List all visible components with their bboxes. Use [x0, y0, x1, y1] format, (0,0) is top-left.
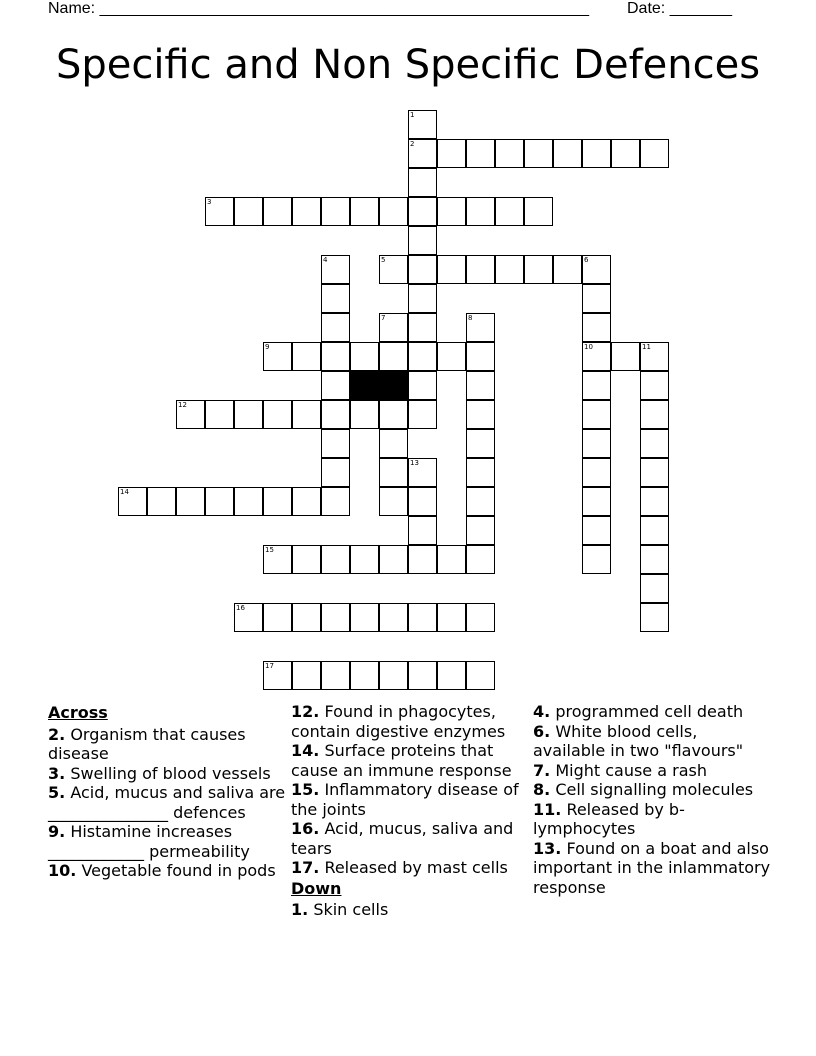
- clue-item: [48, 764, 286, 784]
- grid-cell[interactable]: [234, 487, 263, 516]
- grid-cell[interactable]: [321, 545, 350, 574]
- clue-item: [533, 800, 773, 839]
- grid-cell[interactable]: [408, 139, 437, 168]
- grid-cell[interactable]: [379, 429, 408, 458]
- grid-cell[interactable]: [263, 400, 292, 429]
- grid-cell[interactable]: [205, 400, 234, 429]
- grid-cell[interactable]: [118, 487, 147, 516]
- clue-text: White blood cells, available in two "flavours": [533, 721, 744, 760]
- grid-cell[interactable]: [466, 603, 495, 632]
- grid-cell[interactable]: [582, 487, 611, 516]
- grid-cell[interactable]: [321, 342, 350, 371]
- grid-cell[interactable]: [408, 110, 437, 139]
- grid-cell[interactable]: [292, 197, 321, 226]
- grid-cell[interactable]: [640, 342, 669, 371]
- grid-cell[interactable]: [582, 429, 611, 458]
- grid-cell[interactable]: [466, 400, 495, 429]
- grid-cell[interactable]: [466, 516, 495, 545]
- clue-number-label: 5.: [48, 783, 66, 802]
- grid-cell[interactable]: [321, 487, 350, 516]
- grid-cell[interactable]: [437, 139, 466, 168]
- grid-cell[interactable]: [437, 545, 466, 574]
- clue-item: [533, 761, 773, 781]
- clue-text: Released by b-lymphocytes: [533, 799, 685, 838]
- grid-cell[interactable]: [321, 255, 350, 284]
- grid-cell[interactable]: [640, 516, 669, 545]
- clue-text: Swelling of blood vessels: [70, 763, 271, 783]
- grid-cell[interactable]: [582, 284, 611, 313]
- clue-number: 4: [323, 256, 328, 264]
- clue-number: 5: [381, 256, 386, 264]
- grid-cell[interactable]: [379, 545, 408, 574]
- clue-text: Acid, mucus and saliva are _______________ defences: [48, 783, 286, 822]
- grid-cell[interactable]: [321, 371, 350, 400]
- clue-text: Organism that causes disease: [48, 724, 246, 763]
- grid-cell[interactable]: [611, 139, 640, 168]
- grid-cell[interactable]: [350, 661, 379, 690]
- clue-item: [291, 858, 529, 878]
- grid-cell[interactable]: [408, 284, 437, 313]
- clue-text: Acid, mucus, saliva and tears: [291, 819, 514, 858]
- clue-number: 6: [584, 256, 589, 264]
- black-cell: [379, 371, 408, 400]
- clue-number-label: 6.: [533, 721, 551, 741]
- grid-cell[interactable]: [176, 400, 205, 429]
- clue-item: [48, 725, 286, 764]
- grid-cell[interactable]: [379, 313, 408, 342]
- clue-number: 16: [236, 604, 245, 612]
- grid-cell[interactable]: [524, 139, 553, 168]
- grid-cell[interactable]: [640, 371, 669, 400]
- grid-cell[interactable]: [408, 197, 437, 226]
- grid-cell[interactable]: [466, 255, 495, 284]
- grid-cell[interactable]: [379, 487, 408, 516]
- grid-cell[interactable]: [292, 603, 321, 632]
- clue-text: Cell signalling molecules: [555, 780, 754, 799]
- clue-text: Vegetable found in pods: [81, 861, 276, 880]
- clue-column-2: [291, 702, 529, 920]
- page-title: Specific and Non Specific Defences: [55, 42, 761, 88]
- grid-cell[interactable]: [379, 342, 408, 371]
- grid-cell[interactable]: [640, 139, 669, 168]
- clue-text: Found on a boat and also important in the inlammatory response: [533, 838, 771, 897]
- grid-cell[interactable]: [582, 342, 611, 371]
- grid-cell[interactable]: [292, 661, 321, 690]
- grid-cell[interactable]: [437, 603, 466, 632]
- grid-cell[interactable]: [640, 487, 669, 516]
- grid-cell[interactable]: [408, 545, 437, 574]
- clue-number-label: 7.: [533, 760, 551, 780]
- grid-cell[interactable]: [234, 400, 263, 429]
- grid-cell[interactable]: [379, 458, 408, 487]
- grid-cell[interactable]: [466, 371, 495, 400]
- grid-cell[interactable]: [582, 400, 611, 429]
- grid-cell[interactable]: [379, 400, 408, 429]
- clue-item: [533, 780, 773, 800]
- clue-text: Surface proteins that cause an immune response: [291, 741, 512, 780]
- grid-cell[interactable]: [524, 255, 553, 284]
- clue-item: [291, 819, 529, 858]
- clue-column-1: [48, 702, 286, 881]
- grid-cell[interactable]: [466, 661, 495, 690]
- clue-number: 8: [468, 314, 473, 322]
- grid-cell[interactable]: [321, 603, 350, 632]
- grid-cell[interactable]: [263, 545, 292, 574]
- grid-cell[interactable]: [263, 661, 292, 690]
- grid-cell[interactable]: [205, 197, 234, 226]
- date-line: Date: _______: [627, 0, 732, 17]
- grid-cell[interactable]: [582, 545, 611, 574]
- clue-number-label: 12.: [291, 702, 320, 721]
- grid-cell[interactable]: [611, 342, 640, 371]
- grid-cell[interactable]: [408, 487, 437, 516]
- clue-number-label: 11.: [533, 799, 562, 819]
- clue-number-label: 14.: [291, 741, 320, 760]
- clue-text: Skin cells: [313, 900, 389, 919]
- grid-cell[interactable]: [321, 458, 350, 487]
- grid-cell[interactable]: [350, 342, 379, 371]
- clue-number-label: 15.: [291, 780, 320, 799]
- grid-cell[interactable]: [292, 487, 321, 516]
- clue-number: 14: [120, 488, 129, 496]
- clue-number: 1: [410, 111, 415, 119]
- clue-number: 10: [584, 343, 593, 351]
- clue-item: [291, 780, 529, 819]
- grid-cell[interactable]: [466, 429, 495, 458]
- clue-number-label: 17.: [291, 858, 320, 877]
- grid-cell[interactable]: [553, 255, 582, 284]
- clue-text: Inflammatory disease of the joints: [291, 780, 519, 819]
- grid-cell[interactable]: [466, 313, 495, 342]
- clue-number-label: 8.: [533, 780, 551, 799]
- clue-number-label: 10.: [48, 861, 77, 880]
- clue-item: [533, 722, 773, 761]
- grid-cell[interactable]: [640, 458, 669, 487]
- grid-cell[interactable]: [147, 487, 176, 516]
- grid-cell[interactable]: [263, 197, 292, 226]
- clue-item: [291, 702, 529, 741]
- clue-number-label: 1.: [291, 900, 309, 919]
- grid-cell[interactable]: [321, 313, 350, 342]
- clue-item: [48, 861, 286, 881]
- clue-item: [291, 900, 529, 920]
- grid-cell[interactable]: [640, 603, 669, 632]
- grid-cell[interactable]: [321, 197, 350, 226]
- grid-cell[interactable]: [582, 371, 611, 400]
- clue-number: 9: [265, 343, 270, 351]
- grid-cell[interactable]: [437, 255, 466, 284]
- clue-item: [533, 839, 773, 898]
- clue-item: [291, 741, 529, 780]
- grid-cell[interactable]: [640, 429, 669, 458]
- grid-cell[interactable]: [524, 197, 553, 226]
- clue-text: Found in phagocytes, contain digestive enzymes: [291, 702, 506, 741]
- grid-cell[interactable]: [350, 197, 379, 226]
- grid-cell[interactable]: [408, 400, 437, 429]
- clue-item: [48, 822, 286, 861]
- grid-cell[interactable]: [350, 603, 379, 632]
- clue-number-label: 2.: [48, 724, 66, 744]
- grid-cell[interactable]: [379, 197, 408, 226]
- clue-number: 12: [178, 401, 187, 409]
- grid-cell[interactable]: [466, 197, 495, 226]
- grid-cell[interactable]: [379, 661, 408, 690]
- grid-cell[interactable]: [495, 255, 524, 284]
- grid-cell[interactable]: [408, 226, 437, 255]
- grid-cell[interactable]: [466, 487, 495, 516]
- grid-cell[interactable]: [466, 545, 495, 574]
- clue-number: 2: [410, 140, 415, 148]
- clue-number: 11: [642, 343, 651, 351]
- grid-cell[interactable]: [553, 139, 582, 168]
- clue-column-3: [533, 702, 773, 897]
- grid-cell[interactable]: [321, 661, 350, 690]
- grid-cell[interactable]: [234, 603, 263, 632]
- grid-cell[interactable]: [408, 371, 437, 400]
- clue-number: 17: [265, 662, 274, 670]
- grid-cell[interactable]: [408, 168, 437, 197]
- clue-number: 7: [381, 314, 386, 322]
- clue-item: [48, 783, 286, 822]
- across-heading: Across: [48, 703, 108, 722]
- clue-number-label: 16.: [291, 819, 320, 838]
- grid-cell[interactable]: [466, 342, 495, 371]
- grid-cell[interactable]: [321, 284, 350, 313]
- grid-cell[interactable]: [292, 545, 321, 574]
- grid-cell[interactable]: [582, 313, 611, 342]
- grid-cell[interactable]: [437, 342, 466, 371]
- grid-cell[interactable]: [466, 139, 495, 168]
- grid-cell[interactable]: [582, 516, 611, 545]
- clue-text: Might cause a rash: [555, 760, 707, 780]
- grid-cell[interactable]: [379, 603, 408, 632]
- clue-number-label: 4.: [533, 702, 551, 721]
- grid-cell[interactable]: [263, 342, 292, 371]
- grid-cell[interactable]: [408, 313, 437, 342]
- clue-number: 3: [207, 198, 212, 206]
- clue-item: [533, 702, 773, 722]
- clue-text: programmed cell death: [555, 702, 744, 721]
- grid-cell[interactable]: [292, 342, 321, 371]
- grid-cell[interactable]: [379, 255, 408, 284]
- grid-cell[interactable]: [350, 545, 379, 574]
- grid-cell[interactable]: [466, 458, 495, 487]
- grid-cell[interactable]: [582, 139, 611, 168]
- grid-cell[interactable]: [640, 574, 669, 603]
- grid-cell[interactable]: [263, 487, 292, 516]
- clue-number-label: 3.: [48, 763, 66, 783]
- down-heading: Down: [291, 878, 342, 898]
- grid-cell[interactable]: [495, 197, 524, 226]
- clue-number: 15: [265, 546, 274, 554]
- grid-cell[interactable]: [408, 342, 437, 371]
- grid-cell[interactable]: [408, 516, 437, 545]
- grid-cell[interactable]: [640, 545, 669, 574]
- grid-cell[interactable]: [292, 400, 321, 429]
- clue-number-label: 13.: [533, 838, 562, 858]
- grid-cell[interactable]: [408, 458, 437, 487]
- grid-cell[interactable]: [408, 603, 437, 632]
- grid-cell[interactable]: [205, 487, 234, 516]
- grid-cell[interactable]: [495, 139, 524, 168]
- clue-number: 13: [410, 459, 419, 467]
- grid-cell[interactable]: [640, 400, 669, 429]
- grid-cell[interactable]: [437, 197, 466, 226]
- grid-cell[interactable]: [408, 661, 437, 690]
- grid-cell[interactable]: [582, 458, 611, 487]
- clue-text: Histamine increases ____________ permeability: [48, 822, 250, 861]
- grid-cell[interactable]: [321, 429, 350, 458]
- black-cell: [350, 371, 379, 400]
- grid-cell[interactable]: [582, 255, 611, 284]
- grid-cell[interactable]: [176, 487, 205, 516]
- clue-text: Released by mast cells: [324, 858, 508, 877]
- grid-cell[interactable]: [350, 400, 379, 429]
- clue-number-label: 9.: [48, 822, 66, 841]
- grid-cell[interactable]: [408, 255, 437, 284]
- grid-cell[interactable]: [234, 197, 263, 226]
- name-line: Name: _______________________________________________________: [48, 0, 589, 17]
- grid-cell[interactable]: [263, 603, 292, 632]
- grid-cell[interactable]: [321, 400, 350, 429]
- grid-cell[interactable]: [437, 661, 466, 690]
